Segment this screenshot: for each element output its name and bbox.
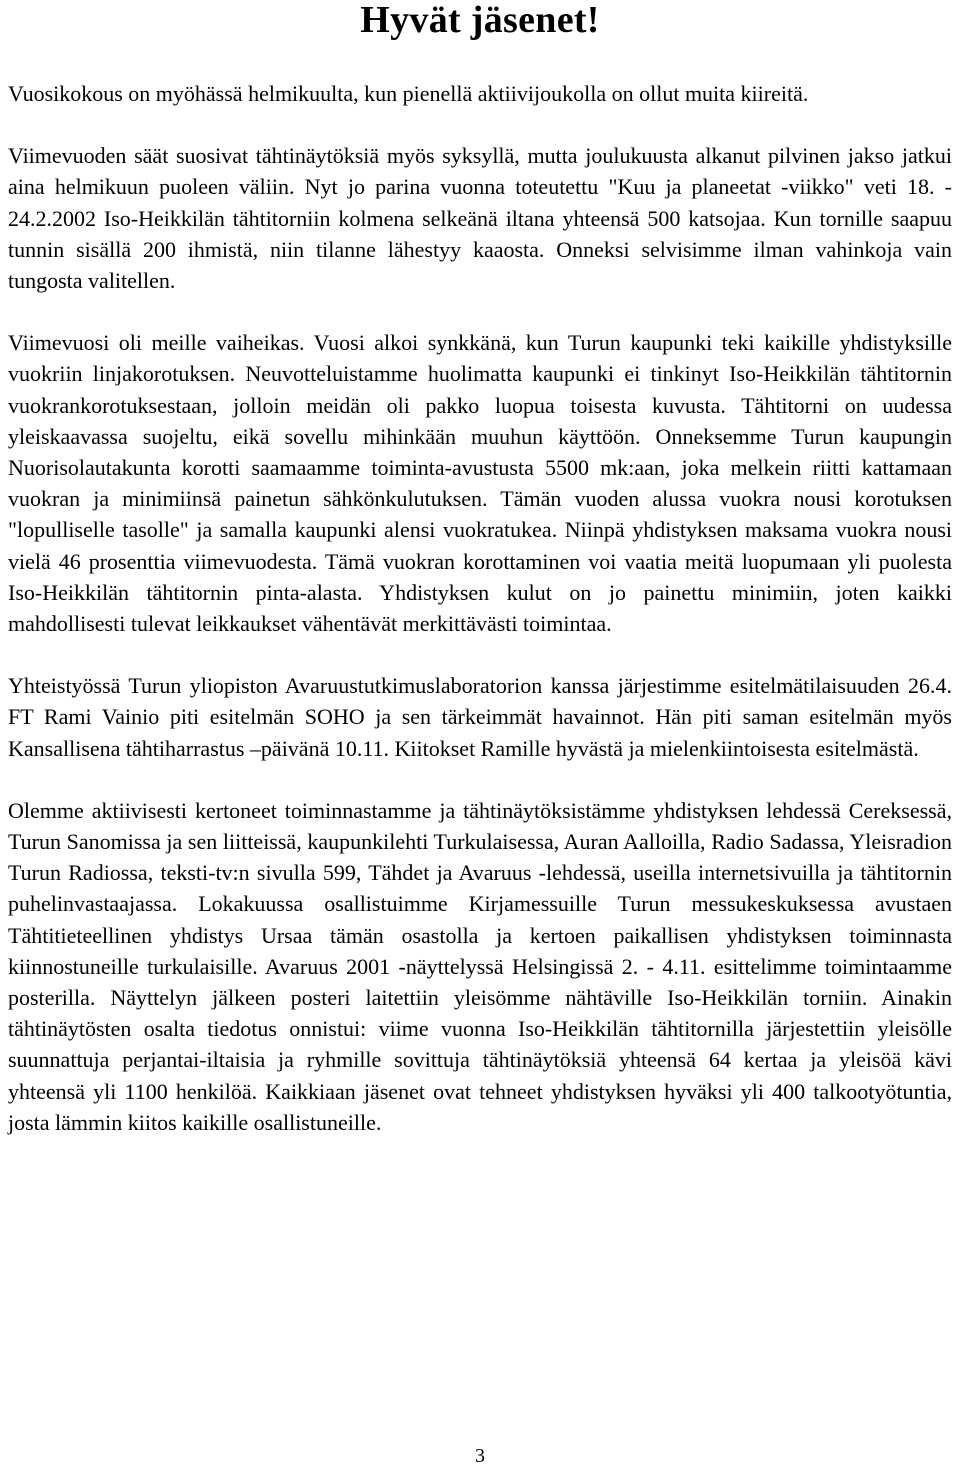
page-number: 3 <box>475 1445 485 1467</box>
paragraph-lecture: Yhteistyössä Turun yliopiston Avaruustutkimuslaboratorion kanssa järjestimme esitelmätilaisuuden 26.4. FT Rami Vainio piti esitelmän SOHO ja sen tärkeimmät havainnot. Hän piti saman esitelmän myös Kansallisena tähtiharrastus –päivänä 10.11. Kiitokset Ramille hyvästä ja mielenkiintoisesta esitelmästä. <box>8 673 952 761</box>
paragraph-annual-meeting: Vuosikokous on myöhässä helmikuulta, kun pienellä aktiivijoukolla on ollut muita kiireitä. <box>8 81 809 106</box>
document-page <box>8 0 952 1138</box>
page-title: Hyvät jäsenet! <box>360 0 600 41</box>
paragraph-moon-planets-week: Viimevuoden säät suosivat tähtinäytöksiä myös syksyllä, mutta joulukuusta alkanut pilvinen jakso jatkui aina helmikuun puoleen väliin. Nyt jo parina vuonna toteutettu "Kuu ja planeetat -viikko" veti 18. - 24.2.2002 Iso-Heikkilän tähtitorniin kolmena selkeänä iltana yhteensä 500 katsojaa. Kun tornille saapuu tunnin sisällä 200 ihmistä, niin tilanne lähestyy kaaosta. Onneksi selvisimme ilman vahinkoja vain tungosta valitellen. <box>8 143 952 294</box>
paragraph-rent-increase: Viimevuosi oli meille vaiheikas. Vuosi alkoi synkkänä, kun Turun kaupunki teki kaikille yhdistyksille vuokriin linjakorotuksen. Neuvotteluistamme huolimatta kaupunki ei tinkinyt Iso-Heikkilän tähtitornin vuokrankorotuksestaan, jolloin meidän oli pakko luopua toisesta kuvusta. Tähtitorni on uudessa yleiskaavassa suojeltu, eikä sovellu mihinkään muuhun käyttöön. Onneksemme Turun kaupungin Nuorisolautakunta korotti saamaamme toiminta-avustusta 5500 mk:aan, joka melkein riitti kattamaan vuokran ja minimiinsä painetun sähkönkulutuksen. Tämän vuoden alussa vuokra nousi korotuksen "lopulliselle tasolle" ja samalla kaupunki alensi vuokratukea. Niinpä yhdistyksen maksama vuokra nousi vielä 46 prosenttia viimevuodesta. Tämä vuokran korottaminen voi vaatia meitä luopumaan yli puolesta Iso-Heikkilän tähtitornin pinta-alasta. Yhdistyksen kulut on jo painettu minimiin, joten kaikki mahdollisesti tulevat leikkaukset vähentävät merkittävästi toimintaa. <box>8 330 952 637</box>
paragraph-publicity: Olemme aktiivisesti kertoneet toiminnastamme ja tähtinäytöksistämme yhdistyksen lehdessä Cereksessä, Turun Sanomissa ja sen liitteissä, kaupunkilehti Turkulaisessa, Auran Aalloilla, Radio Sadassa, Yleisradion Turun Radiossa, teksti-tv:n sivulla 599, Tähdet ja Avaruus -lehdessä, useilla internetsivuilla ja tähtitornin puhelinvastaajassa. Lokakuussa osallistuimme Kirjamessuille Turun messukeskuksessa avustaen Tähtitieteellinen yhdistys Ursaa tämän osastolla ja kertoen paikallisen yhdistyksen toiminnasta kiinnostuneille turkulaisille. Avaruus 2001 -näyttelyssä Helsingissä 2. - 4.11. esittelimme toimintaamme posterilla. Näyttelyn jälkeen posteri laitettiin yleisömme nähtäville Iso-Heikkilän torniin. Ainakin tähtinäytösten osalta tiedotus onnistui: viime vuonna Iso-Heikkilän tähtitornilla järjestettiin yleisölle suunnattuja perjantai-iltaisia ja ryhmille sovittuja tähtinäytöksiä yhteensä 64 kertaa ja yleisöä kävi yhteensä yli 1100 henkilöä. Kaikkiaan jäsenet ovat tehneet yhdistyksen hyväksi yli 400 talkootyötuntia, josta lämmin kiitos kaikille osallistuneille. <box>8 797 952 1135</box>
